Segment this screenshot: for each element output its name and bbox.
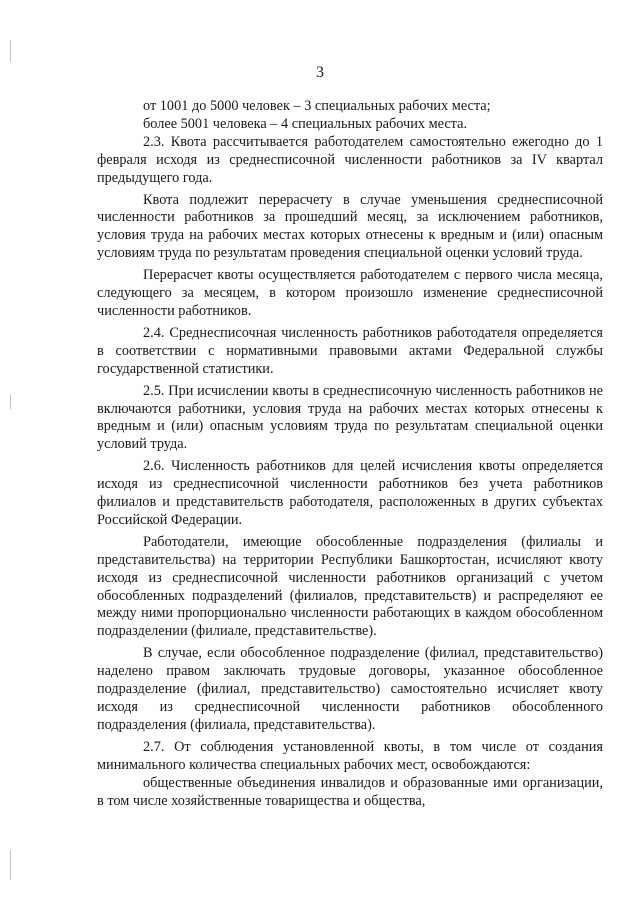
paragraph: В случае, если обособленное подразделение (филиал, представительство) наделено правом заключать трудовые договоры, указанное обособленное подразделение (филиал, представительство) самостоятельно исчисляет квоту исходя из среднесписочной численности работников обособленного подразделения (филиала, представительства). bbox=[97, 645, 603, 733]
paragraph: 2.3. Квота рассчитывается работодателем самостоятельно ежегодно до 1 февраля исходя из среднесписочной численности работников за IV квартал предыдущего года. bbox=[97, 133, 603, 186]
document-body bbox=[97, 98, 603, 810]
scan-edge-mark bbox=[10, 395, 11, 409]
paragraph: от 1001 до 5000 человек – 3 специальных рабочих места; bbox=[143, 98, 491, 114]
paragraph: 2.5. При исчислении квоты в среднесписочную численность работников не включаются работники, условия труда на рабочих местах которых отнесены к вредным и (или) опасным условиям труда по результатам специальной оценки условий труда. bbox=[97, 382, 603, 453]
paragraph: Перерасчет квоты осуществляется работодателем с первого числа месяца, следующего за месяцем, в котором произошло изменение среднесписочной численности работников. bbox=[97, 267, 603, 319]
paragraph: 2.6. Численность работников для целей исчисления квоты определяется исходя из среднесписочной численности работников без учета работников филиалов и представительств работодателя, расположенных в других субъектах Российской Федерации. bbox=[97, 458, 603, 528]
paragraph: Квота подлежит перерасчету в случае уменьшения среднесписочной численности работников за прошедший месяц, за исключением работников, условия труда на рабочих местах которых отнесены к вредным и (или) опасным условиям труда по результатам проведения специальной оценки условий труда. bbox=[97, 191, 603, 262]
paragraph: более 5001 человека – 4 специальных рабочих места. bbox=[143, 115, 468, 132]
paragraph: общественные объединения инвалидов и образованные ими организации, в том числе хозяйственные товарищества и общества, bbox=[97, 774, 603, 809]
scan-edge-mark bbox=[10, 850, 11, 880]
page-number: 3 bbox=[316, 64, 324, 81]
scan-edge-mark bbox=[10, 40, 11, 62]
paragraph: 2.4. Среднесписочная численность работников работодателя определяется в соответствии с нормативными правовыми актами Федеральной службы государственной статистики. bbox=[97, 324, 603, 377]
paragraph: Работодатели, имеющие обособленные подразделения (филиалы и представительства) на территории Республики Башкортостан, исчисляют квоту исходя из среднесписочной численности работников организаций с учетом обособленных подразделений (филиалов, представительств) и распределяют ее между ними пропорционально численности работающих в каждом обособленном подразделении (филиале, представительстве). bbox=[97, 533, 603, 640]
paragraph: 2.7. От соблюдения установленной квоты, в том числе от создания минимального количества специальных рабочих мест, освобождаются: bbox=[97, 738, 603, 773]
